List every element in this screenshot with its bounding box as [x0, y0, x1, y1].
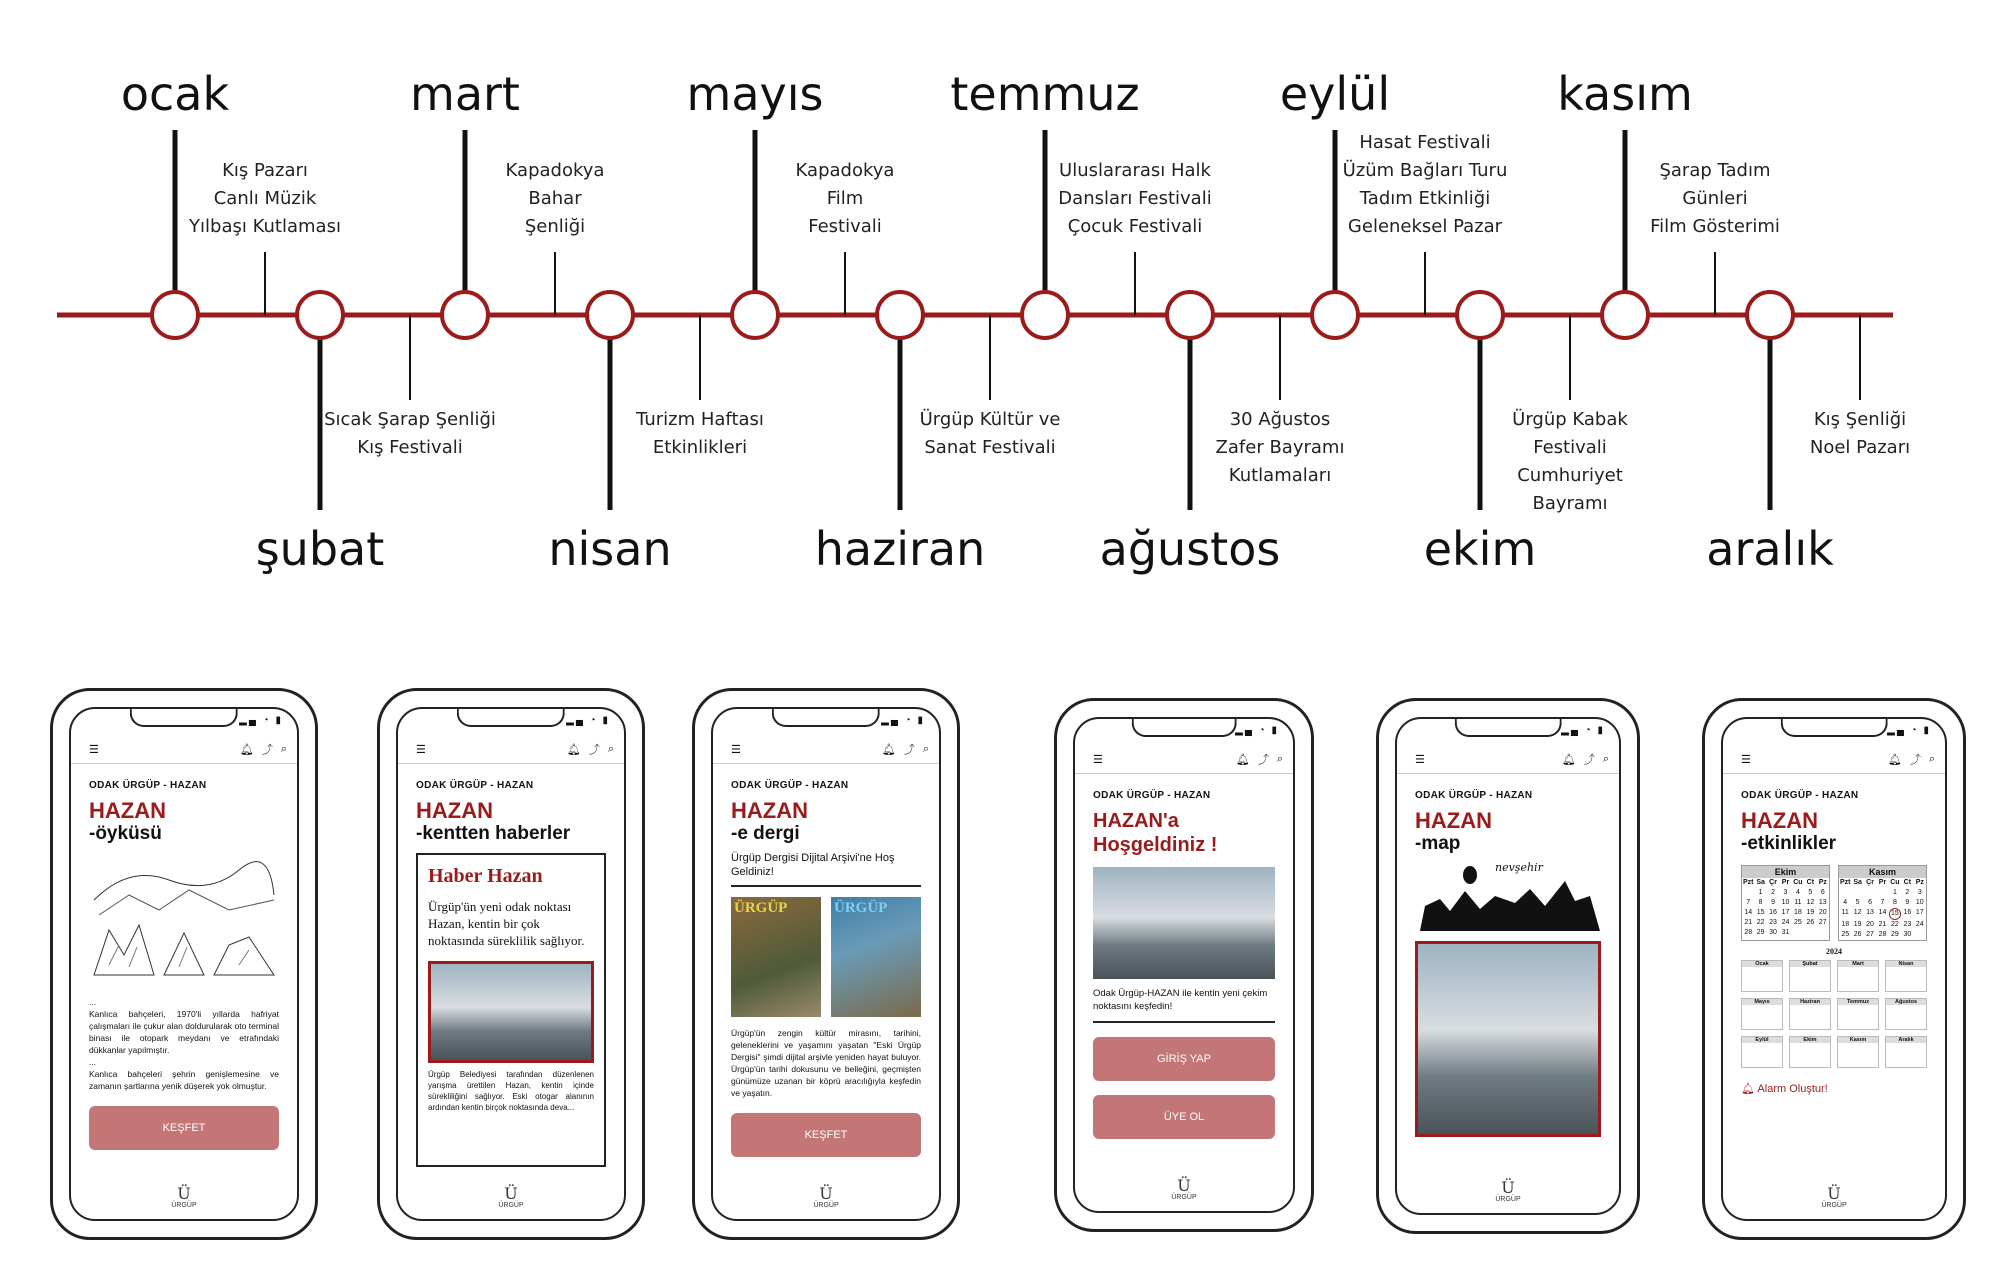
search-icon[interactable]: ⌕	[1276, 752, 1283, 765]
event-text: Kış Pazarı	[222, 160, 308, 181]
event-text: Yılbaşı Kutlaması	[189, 216, 341, 237]
phone-screen: ▂▄ ◔ ▮ ☰ 🔔︎ ⤴ ⌕ ODAK ÜRGÜP - HAZAN HAZAN -map nevşehir Ü ÜRGÜP	[1395, 717, 1621, 1215]
event-text: Üzüm Bağları Turu	[1342, 160, 1508, 181]
share-icon[interactable]: ⤴	[1257, 754, 1269, 766]
kicker: ODAK ÜRGÜP - HAZAN	[1741, 790, 1859, 801]
event-text: Sıcak Şarap Şenliği	[324, 409, 496, 430]
month-label: kasım	[1557, 67, 1693, 121]
calendar-day[interactable]: 25	[1841, 931, 1850, 938]
cappadocia-sketch	[89, 855, 279, 985]
weekday: Çr	[1769, 879, 1777, 886]
mini-month[interactable]	[1885, 1036, 1927, 1068]
phone-events	[1702, 698, 1966, 1240]
event-text: Kapadokya	[505, 160, 605, 181]
calendar-day[interactable]: 11	[1794, 899, 1802, 906]
calendar-day[interactable]: 10	[1915, 899, 1924, 906]
event-text: Geleneksel Pazar	[1347, 216, 1503, 237]
mini-month[interactable]	[1789, 1036, 1831, 1068]
news-lead: Ürgüp'ün yeni odak noktası Hazan, kentin bir çok noktasında süreklilik sağlıyor.	[428, 899, 585, 948]
phone-screen: ▂▄ ◔ ▮ ☰ 🔔︎ ⤴ ⌕ ODAK ÜRGÜP - HAZAN HAZAN -kentten haberler Haber Hazan Ürgüp'ün yeni odak noktası Hazan, kentin bir çok noktasında süreklilik sağlıyor. Ürgüp Belediyesi tarafından düzenlenen yarışma ürettilen Hazan, kentin içinde sürekliliğini sağlıyor. Eski otogar alanının ardından kentin birçok noktasında deva... Ü ÜRGÜP	[396, 707, 626, 1221]
story-ellipsis: ...	[89, 997, 97, 1007]
kicker: ODAK ÜRGÜP - HAZAN	[1415, 790, 1533, 801]
month-node-7	[1167, 292, 1213, 338]
calendar-day[interactable]: 20	[1818, 909, 1827, 916]
month-label: temmuz	[950, 67, 1140, 121]
calendar-day[interactable]: 30	[1903, 931, 1912, 938]
event-text: Film Gösterimi	[1650, 216, 1780, 237]
month-label: aralık	[1706, 522, 1834, 576]
calendar-day[interactable]: 23	[1769, 919, 1777, 926]
event-text: Kış Şenliği	[1813, 409, 1907, 430]
share-icon[interactable]: ⤴	[1909, 754, 1921, 766]
mini-month[interactable]	[1741, 998, 1783, 1030]
urgup-logo: Ü ÜRGÜP	[813, 1184, 839, 1209]
weekday: Çr	[1866, 879, 1874, 886]
share-icon[interactable]: ⤴	[903, 744, 915, 756]
event-text: Dansları Festivali	[1058, 188, 1212, 209]
explore-button[interactable]: KEŞFET	[731, 1113, 921, 1157]
blank-day	[1839, 888, 1851, 898]
calendar-day[interactable]: 15	[1889, 908, 1901, 920]
calendar-day[interactable]: 9	[1771, 899, 1776, 906]
calendar-day[interactable]: 26	[1806, 919, 1815, 926]
menu-icon[interactable]: ☰	[1415, 753, 1425, 766]
magazine-cover-2[interactable]: ÜRGÜP	[831, 897, 921, 1017]
event-text: 30 Ağustos	[1229, 409, 1331, 430]
event-text: Zafer Bayramı	[1215, 437, 1345, 458]
calendar-day[interactable]: 3	[1783, 889, 1788, 896]
mini-month[interactable]	[1789, 998, 1831, 1030]
weekday: Pz	[1915, 879, 1924, 886]
welcome-photo	[1093, 867, 1275, 979]
calendar-day[interactable]: 1	[1758, 889, 1763, 896]
calendar-day[interactable]: 21	[1878, 921, 1887, 928]
month-label: haziran	[814, 522, 986, 576]
phone-emagazine	[692, 688, 960, 1240]
phone-screen: ▂▄ ◔ ▮ ☰ 🔔︎ ⤴ ⌕ ODAK ÜRGÜP - HAZAN HAZAN'a Hoşgeldiniz ! Odak Ürgüp-HAZAN ile kentin yeni çekim noktasını keşfedin! GİRİŞ YAP ÜYE OL Ü ÜRGÜP	[1073, 717, 1295, 1213]
kicker: ODAK ÜRGÜP - HAZAN	[416, 780, 534, 791]
calendar-day[interactable]: 18	[1841, 921, 1850, 928]
weekday: Pz	[1818, 879, 1827, 886]
weekday: Ct	[1806, 879, 1815, 886]
weekday: Cu	[1793, 879, 1803, 886]
event-text: Festivali	[808, 216, 882, 237]
page-title: HAZAN	[89, 798, 166, 823]
calendar-day[interactable]: 8	[1758, 899, 1763, 906]
phone-screen: ▂▄ ◔ ▮ ☰ 🔔︎ ⤴ ⌕ ODAK ÜRGÜP - HAZAN HAZAN -etkinlikler Ekim Pzt Sa Çr Pr Cu Ct Pz 1 2 3 4 5 6 7 8 9 10 11 12 13 14 15 16 17 18 19 20 21 22 23 24 25 26 27 28 29 30 31 Kasım Pzt Sa Çr Pr Cu Ct Pz 1 2 3 4 5 6 7 8 9 10 11 12 13 14 15 16 17 18 19 20 21 22 23 24 25 26 27 28 29 30 2024 Ocak Şubat Mart Nisan Mayıs Haziran Temmuz Ağustos Eylül Ekim Kasım Aralık 🔔︎ Alarm Oluştur! Ü ÜRGÜP	[1721, 717, 1947, 1221]
month-node-9	[1457, 292, 1503, 338]
mini-month-label: Ekim	[1790, 1037, 1830, 1043]
nevsehir-silhouette: nevşehir	[1415, 861, 1601, 931]
story-text-2: Kanlıca bahçeleri şehrin genişlemesine ve zamanın şartlarına yenik düşerek yok olmuştur.	[89, 1069, 279, 1091]
mini-month-label: Temmuz	[1838, 999, 1878, 1005]
calendar-november[interactable]: Kasım Pzt Sa Çr Pr Cu Ct Pz 1 2 3 4 5 6 7 8 9 10 11 12 13 14 15 16 17 18 19 20 21 22 23 24 25 26 27 28 29 30	[1838, 865, 1927, 941]
urgup-logo: Ü ÜRGÜP	[498, 1184, 524, 1209]
bell-icon[interactable]: 🔔︎	[239, 743, 254, 756]
mini-month-label: Mayıs	[1742, 999, 1782, 1005]
calendar-day[interactable]: 24	[1781, 919, 1790, 926]
map-photo[interactable]	[1415, 941, 1601, 1137]
weekday: Ct	[1903, 879, 1912, 886]
month-node-1	[297, 292, 343, 338]
bell-icon[interactable]: 🔔︎	[1887, 753, 1902, 766]
mini-month[interactable]	[1885, 960, 1927, 992]
calendar-day[interactable]: 15	[1756, 909, 1765, 916]
calendar-day[interactable]: 18	[1794, 909, 1802, 916]
login-button[interactable]: GİRİŞ YAP	[1093, 1037, 1275, 1081]
calendar-day[interactable]: 6	[1820, 889, 1825, 896]
calendar-day[interactable]: 27	[1866, 931, 1874, 938]
welcome-title-2: Hoşgeldiniz !	[1093, 834, 1218, 856]
mini-month-label: Mart	[1838, 961, 1878, 967]
mini-month-label: Şubat	[1790, 961, 1830, 967]
mini-month[interactable]	[1885, 998, 1927, 1030]
event-text: Canlı Müzik	[213, 188, 317, 209]
event-text: Bayramı	[1532, 493, 1608, 514]
mini-month-label: Ocak	[1742, 961, 1782, 967]
month-node-0	[152, 292, 198, 338]
calendar-day[interactable]: 8	[1892, 899, 1897, 906]
calendar-day[interactable]: 1	[1892, 889, 1897, 896]
page-subtitle: -map	[1415, 833, 1461, 854]
calendar-day[interactable]: 10	[1781, 899, 1790, 906]
bell-icon[interactable]: 🔔︎	[881, 743, 896, 756]
calendar-day[interactable]: 26	[1853, 931, 1862, 938]
calendar-day[interactable]: 24	[1915, 921, 1924, 928]
mini-month[interactable]	[1741, 1036, 1783, 1068]
alarm-button[interactable]: 🔔︎ Alarm Oluştur!	[1741, 1083, 1828, 1095]
blank-day	[1864, 888, 1876, 898]
notch	[130, 709, 238, 727]
weekday: Cu	[1890, 879, 1900, 886]
news-photo	[428, 961, 594, 1063]
calendar-day[interactable]: 28	[1744, 929, 1753, 936]
event-text: Ürgüp Kültür ve	[919, 409, 1061, 430]
weekday: Sa	[1756, 879, 1765, 886]
calendar-day[interactable]: 22	[1891, 921, 1899, 928]
story-ellipsis-2: ...	[89, 1057, 97, 1067]
month-label: ağustos	[1099, 522, 1281, 576]
event-text: Hasat Festivali	[1359, 132, 1491, 153]
event-text: Festivali	[1533, 437, 1607, 458]
phone-news	[377, 688, 645, 1240]
event-text: Bahar	[528, 188, 582, 209]
event-text: Uluslararası Halk	[1059, 160, 1211, 181]
page-subtitle: -etkinlikler	[1741, 833, 1837, 854]
calendar-year: 2024	[1826, 947, 1842, 956]
urgup-logo: Ü ÜRGÜP	[171, 1184, 197, 1209]
month-label: şubat	[255, 522, 385, 576]
bell-icon[interactable]: 🔔︎	[566, 743, 581, 756]
search-icon[interactable]: ⌕	[280, 742, 287, 755]
kicker: ODAK ÜRGÜP - HAZAN	[89, 780, 207, 791]
share-icon[interactable]: ⤴	[1583, 754, 1595, 766]
month-node-4	[732, 292, 778, 338]
year-calendar	[1741, 960, 1927, 1068]
event-text: Tadım Etkinliği	[1359, 188, 1491, 209]
signup-button[interactable]: ÜYE OL	[1093, 1095, 1275, 1139]
blank-day	[1876, 888, 1888, 898]
mini-month[interactable]	[1741, 960, 1783, 992]
news-text: Ürgüp Belediyesi tarafından düzenlenen yarışma ürettilen Hazan, kentin içinde sürekliliğini sağlıyor. Eski otogar alanının ardından kentin birçok noktasında deva...	[428, 1070, 594, 1112]
page-title: HAZAN	[1741, 808, 1818, 833]
urgup-logo: Ü ÜRGÜP	[1171, 1176, 1197, 1201]
calendar-day[interactable]: 9	[1905, 899, 1910, 906]
calendar-day[interactable]: 16	[1769, 909, 1777, 916]
page-title: HAZAN	[416, 798, 493, 823]
share-icon[interactable]: ⤴	[261, 744, 273, 756]
calendar-day[interactable]: 12	[1853, 909, 1862, 916]
welcome-title-1: HAZAN'a	[1093, 810, 1179, 832]
phone-screen: ▂▄ ◔ ▮ ☰ 🔔︎ ⤴ ⌕ ODAK ÜRGÜP - HAZAN HAZAN -e dergi Ürgüp Dergisi Dijital Arşivi'ne Hoş Geldiniz! ÜRGÜP ÜRGÜP Ürgüp'ün zengin kültür mirasını, tarihini, geleneklerini ve yaşamını yaşatan "Eski Ürgüp Dergisi" şimdi dijital arşivle yeniden hayat buluyor. Ürgüp'ün tarihi dokusunu ve belleğini, geçmişten günümüze uzanan bir köprü aracılığıyla keşfedin ve yaşatın. KEŞFET Ü ÜRGÜP	[711, 707, 941, 1221]
calendar-day[interactable]: 22	[1756, 919, 1765, 926]
event-text: Ürgüp Kabak	[1512, 409, 1628, 430]
event-text: Kutlamaları	[1228, 465, 1332, 486]
search-icon[interactable]: ⌕	[922, 742, 929, 755]
month-label: mart	[410, 67, 520, 121]
mini-month-label: Nisan	[1886, 961, 1926, 967]
calendar-day[interactable]: 5	[1855, 899, 1860, 906]
explore-button[interactable]: KEŞFET	[89, 1106, 279, 1150]
bell-icon[interactable]: 🔔︎	[1235, 753, 1250, 766]
calendar-day[interactable]: 12	[1806, 899, 1815, 906]
menu-icon[interactable]: ☰	[416, 743, 426, 756]
event-timeline	[0, 0, 2000, 620]
weekday: Pr	[1878, 879, 1887, 886]
month-node-10	[1602, 292, 1648, 338]
mini-month-label: Haziran	[1790, 999, 1830, 1005]
urgup-logo: Ü ÜRGÜP	[1495, 1178, 1521, 1203]
calendar-day[interactable]: 7	[1880, 899, 1885, 906]
magazine-cover-1[interactable]: ÜRGÜP	[731, 897, 821, 1017]
mini-month-label: Eylül	[1742, 1037, 1782, 1043]
calendar-day[interactable]: 11	[1841, 909, 1849, 916]
calendar-day[interactable]: 25	[1794, 919, 1802, 926]
calendar-day[interactable]: 14	[1744, 909, 1753, 916]
page-subtitle: -kentten haberler	[416, 823, 571, 844]
calendar-day[interactable]: 2	[1905, 889, 1910, 896]
news-card[interactable]	[416, 853, 606, 1167]
calendar-day[interactable]: 16	[1903, 909, 1912, 916]
kicker: ODAK ÜRGÜP - HAZAN	[731, 780, 849, 791]
calendar-day[interactable]: 29	[1756, 929, 1765, 936]
event-text: Noel Pazarı	[1809, 437, 1911, 458]
weekday: Pzt	[1742, 879, 1754, 886]
calendar-day[interactable]: 14	[1878, 909, 1887, 916]
event-text: Kış Festivali	[357, 437, 463, 458]
blank-day	[1851, 888, 1863, 898]
mini-month[interactable]	[1837, 960, 1879, 992]
search-icon[interactable]: ⌕	[1602, 752, 1609, 765]
month-node-2	[442, 292, 488, 338]
calendar-day[interactable]: 3	[1917, 889, 1922, 896]
mini-month[interactable]	[1789, 960, 1831, 992]
menu-icon[interactable]: ☰	[1741, 753, 1751, 766]
page-subtitle: -e dergi	[731, 823, 800, 844]
month-label: eylül	[1279, 67, 1391, 121]
phone-story	[50, 688, 318, 1240]
weekday: Pzt	[1839, 879, 1851, 886]
calendar-day[interactable]: 27	[1818, 919, 1827, 926]
calendar-day[interactable]: 20	[1866, 921, 1874, 928]
event-text: Turizm Haftası	[636, 409, 764, 430]
event-text: Şarap Tadım	[1659, 160, 1771, 181]
blank-day	[1742, 888, 1754, 898]
urgup-logo: Ü ÜRGÜP	[1821, 1184, 1847, 1209]
welcome-text: Odak Ürgüp-HAZAN ile kentin yeni çekim noktasını keşfedin!	[1093, 987, 1275, 1023]
phone-welcome	[1054, 698, 1314, 1232]
calendar-day[interactable]: 31	[1781, 929, 1790, 936]
weekday: Pr	[1781, 879, 1790, 886]
month-node-8	[1312, 292, 1358, 338]
event-text: Sanat Festivali	[924, 437, 1056, 458]
calendar-day[interactable]: 19	[1853, 921, 1862, 928]
calendar-day[interactable]: 29	[1891, 931, 1899, 938]
month-label: nisan	[548, 522, 672, 576]
event-text: Kapadokya	[795, 160, 895, 181]
bell-icon[interactable]: 🔔︎	[1561, 753, 1576, 766]
archive-text: Ürgüp'ün zengin kültür mirasını, tarihini, geleneklerini ve yaşamını yaşatan "Eski Ürgüp Dergisi" şimdi dijital arşivle yeniden hayat buluyor. Ürgüp'ün tarihi dokusunu ve belleğini, geçmişten günümüze uzanan bir köprü aracılığıyla keşfedin ve yaşatın.	[731, 1028, 921, 1098]
month-label: ekim	[1423, 522, 1537, 576]
menu-icon[interactable]: ☰	[1093, 753, 1103, 766]
month-label: mayıs	[686, 67, 824, 121]
calendar-day[interactable]: 7	[1746, 899, 1751, 906]
month-node-3	[587, 292, 633, 338]
event-text: Şenliği	[524, 216, 586, 237]
calendar-day[interactable]: 5	[1808, 889, 1813, 896]
mini-month-label: Aralık	[1886, 1037, 1926, 1043]
weekday: Sa	[1853, 879, 1862, 886]
calendar-day[interactable]: 19	[1806, 909, 1815, 916]
story-text-1: Kanlıca bahçeleri, 1970'li yıllarda hafriyat çalışmaları ile çukur alan doldurularak oto terminal binası ile otopark meydanı ve etrafındaki dükkanlar yapılmıştır.	[89, 1009, 279, 1055]
event-text: Film	[826, 188, 864, 209]
month-label: ocak	[120, 67, 230, 121]
page-title: HAZAN	[1415, 808, 1492, 833]
event-text: Cumhuriyet	[1517, 465, 1623, 486]
share-icon[interactable]: ⤴	[588, 744, 600, 756]
status-icons: ▂▄ ◔ ▮	[239, 715, 283, 726]
news-headline: Haber Hazan	[428, 865, 543, 887]
kicker: ODAK ÜRGÜP - HAZAN	[1093, 790, 1211, 801]
calendar-day[interactable]: 4	[1795, 889, 1800, 896]
calendar-day[interactable]: 21	[1744, 919, 1753, 926]
archive-intro: Ürgüp Dergisi Dijital Arşivi'ne Hoş Geldiniz!	[731, 851, 921, 887]
month-node-11	[1747, 292, 1793, 338]
event-text: Etkinlikleri	[652, 437, 748, 458]
calendar-day[interactable]: 13	[1818, 899, 1827, 906]
calendar-day[interactable]: 23	[1903, 921, 1912, 928]
calendar-day[interactable]: 2	[1771, 889, 1776, 896]
menu-icon[interactable]: ☰	[731, 743, 741, 756]
calendar-october[interactable]: Ekim Pzt Sa Çr Pr Cu Ct Pz 1 2 3 4 5 6 7 8 9 10 11 12 13 14 15 16 17 18 19 20 21 22 23 24 25 26 27 28 29 30 31	[1741, 865, 1830, 941]
mini-month[interactable]	[1837, 1036, 1879, 1068]
event-text: Çocuk Festivali	[1067, 216, 1203, 237]
month-node-5	[877, 292, 923, 338]
search-icon[interactable]: ⌕	[607, 742, 614, 755]
calendar-day[interactable]: 30	[1769, 929, 1777, 936]
mini-month-label: Ağustos	[1886, 999, 1926, 1005]
mini-month[interactable]	[1837, 998, 1879, 1030]
phone-screen	[69, 707, 299, 1221]
calendar-day[interactable]: 6	[1868, 899, 1873, 906]
phone-map	[1376, 698, 1640, 1234]
calendar-day[interactable]: 13	[1866, 909, 1874, 916]
month-node-6	[1022, 292, 1068, 338]
search-icon[interactable]: ⌕	[1928, 752, 1935, 765]
bell-icon: 🔔︎	[1741, 1083, 1755, 1095]
event-text: Günleri	[1682, 188, 1748, 209]
calendar-day[interactable]: 17	[1915, 909, 1924, 916]
calendar-day[interactable]: 28	[1878, 931, 1887, 938]
page-subtitle: -öyküsü	[89, 823, 162, 844]
mini-month-label: Kasım	[1838, 1037, 1878, 1043]
menu-icon[interactable]: ☰	[89, 743, 99, 756]
page-title: HAZAN	[731, 798, 808, 823]
calendar-day[interactable]: 17	[1781, 909, 1790, 916]
calendar-day[interactable]: 4	[1843, 899, 1848, 906]
